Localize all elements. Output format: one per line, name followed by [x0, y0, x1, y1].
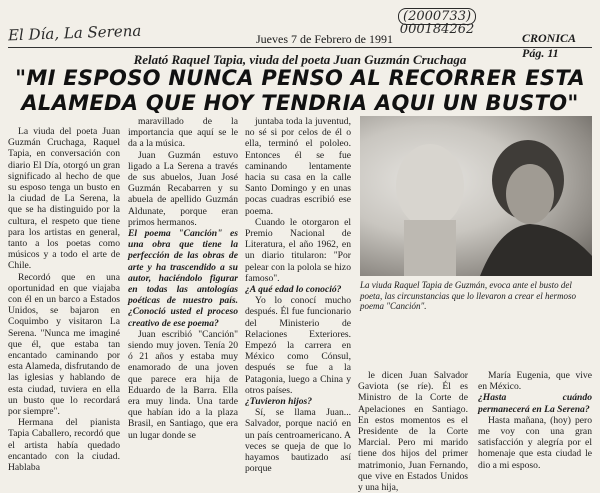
- paragraph: Sí, se llama Juan... Salvador, porque nació en un país centroamericano. A veces se queja de que lo hayamos bautizado así porque: [245, 407, 351, 475]
- paragraph: María Eugenia, que vive en México.: [478, 370, 592, 393]
- paragraph: maravillado de la importancia que aquí se le da a la música.: [128, 116, 238, 150]
- bust-pedestal: [404, 220, 456, 276]
- article-photo: [360, 116, 592, 276]
- paragraph: Juan escribió "Canción" siendo muy joven. Tenía 20 ó 21 años y estaba muy enamorado de una joven que parece era hija de Eduardo de la Barra. Ella era muy linda. Una tarde que habían ido a la plaza Brasil, en Santiago, que era un lugar donde se: [128, 328, 238, 441]
- paragraph: Hasta mañana, (hoy) pero me voy con una gran satisfacción y alegría por el homenaje que esta ciudad le dio a mi esposo.: [478, 414, 592, 471]
- article-column-5: [478, 370, 592, 471]
- paragraph: Yo lo conocí mucho después. Él fue funcionario del Ministerio de Relaciones Exteriores. Empezó la carrera en México como Cónsul, después se fue a la Patagonia, luego a China y otros países.: [245, 295, 351, 396]
- paragraph: Cuando le otorgaron el Premio Nacional de Literatura, el año 1962, en un diario titularon: "Por pelear con la polola se hizo famoso".: [245, 216, 351, 284]
- article-column-4: [358, 370, 468, 493]
- interview-question: El poema "Canción" es una obra que tiene la perfección de las obras de arte y ha trascendido a su autor, haciéndolo figurar en todas las antologías poéticas de nuestro país. ¿Conoció usted el proceso creativo de ese poema?: [128, 228, 238, 329]
- paragraph: La viuda del poeta Juan Guzmán Cruchaga, Raquel Tapia, en conversación con diario El Día, otorgó un gran significado al hecho de que su esposo tenga un busto en la ciudad de La Serena, la que se ha distinguido por la cultura, el respeto que tiene para los artistas en general, tanto a los poetas como músicos y a todo el arte de Chile.: [8, 126, 120, 272]
- interview-question: ¿A qué edad lo conoció?: [245, 284, 342, 296]
- bust-sculpture: [396, 144, 464, 228]
- article-column-1: [8, 126, 120, 474]
- paragraph: Hermana del pianista Tapia Caballero, recordó que el artista había quedado encantado con la ciudad. Hablaba: [8, 417, 120, 474]
- article-headline: "MI ESPOSO NUNCA PENSO AL RECORRER ESTA ALAMEDA QUE HOY TENDRIA AQUI UN BUSTO": [15, 66, 585, 115]
- photo-illustration: [360, 116, 592, 276]
- paragraph: Recordó que en una oportunidad en que viajaba con él en un barco a Estados Unidos, se bajaron en Coquimbo y visitaron La Serena. "Nunca me imaginé que él, que estaba tan encantado caminando por esta Alameda, disfrutando de las iglesias y hablando de esta ciudad, tuviera en ella un busto que lo recordará por siempre".: [8, 271, 120, 418]
- article-subheadline: Relató Raquel Tapia, viuda del poeta Juan Guzmán Cruchaga: [133, 52, 467, 67]
- header-rule: [8, 47, 592, 48]
- paragraph: Juan Guzmán estuvo ligado a La Serena a través de sus abuelos, Juan José Guzmán Recabarren y su abuela de apellido Guzmán Aldunate, porque eran primos hermanos.: [128, 149, 238, 228]
- handwritten-archive-number: [398, 10, 476, 36]
- photo-caption: La viuda Raquel Tapia de Guzmán, evoca ante el busto del poeta, las circunstancias que lo llevaron a crear el hermoso poema "Canción".: [360, 280, 576, 311]
- paragraph: le dicen Juan Salvador Gaviota (se ríe). Él es Ministro de la Corte de Apelaciones en Santiago. En estos momentos es el Presidente de la Corte Marcial. Pero mi marido tiene dos hijos del primer matrimonio, Juan Fernando, que vive en Estados Unidos y una hija,: [358, 370, 468, 493]
- publication-date: Jueves 7 de Febrero de 1991: [256, 32, 393, 46]
- archive-number-line2: 000184262: [399, 22, 475, 37]
- section-page-label: CRONICA Pág. 11: [522, 31, 576, 60]
- paragraph: juntaba toda la juventud, no sé si por celos de él o ella, terminó el pololeo. Entonces él se fue caminando lentamente hacia su casa en la calle Santo Domingo y en unas pocas cuadras escribió ese poema.: [245, 116, 351, 217]
- handwritten-source-note: El Día, La Serena: [7, 21, 142, 45]
- article-column-3: [245, 116, 351, 475]
- interview-question: ¿Tuvieron hijos?: [245, 396, 313, 408]
- interview-question: ¿Hasta cuándo permanecerá en La Serena?: [478, 392, 592, 415]
- archive-number-line1: (2000733): [398, 8, 476, 25]
- woman-shoulders: [480, 224, 592, 276]
- article-column-2: [128, 116, 238, 441]
- woman-face: [506, 164, 554, 224]
